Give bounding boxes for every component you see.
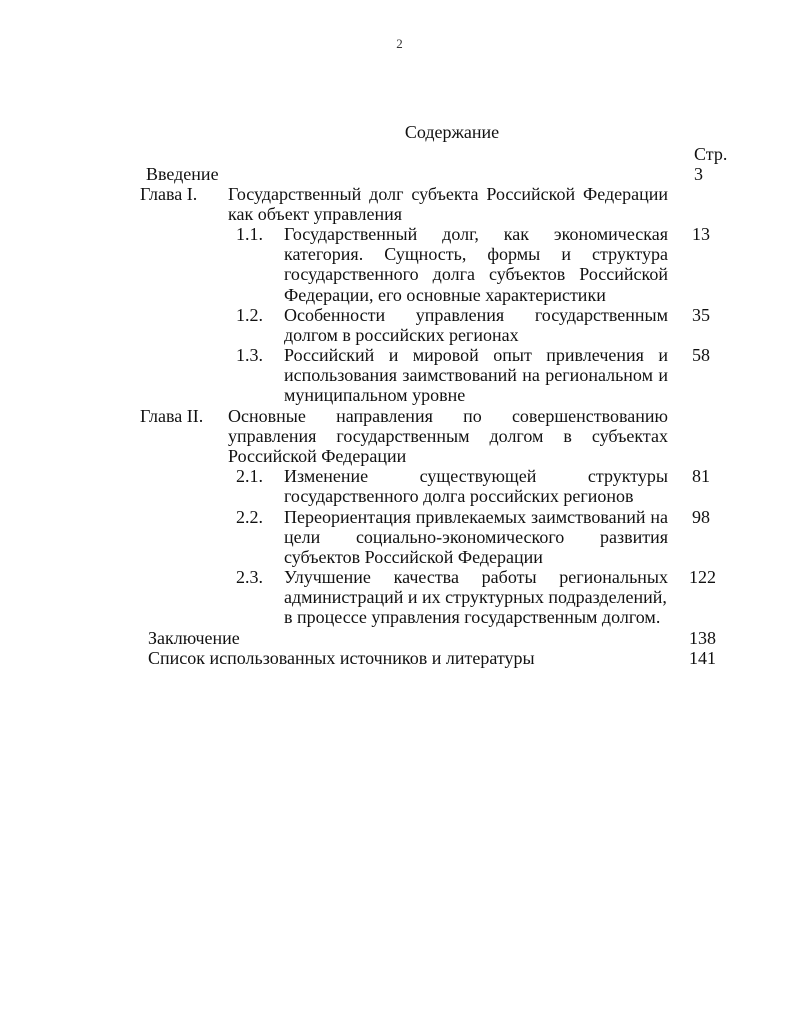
section-line: долгом в российских регионах [284, 325, 519, 346]
section-line: Российский и мировой опыт привлечения и [284, 345, 668, 365]
section-2-1-title [284, 466, 668, 506]
section-line: цели социально-экономического развития [284, 527, 668, 548]
page-number: 2 [396, 36, 403, 51]
section-1-3-number: 1.3. [236, 345, 263, 365]
section-line: Переориентация привлекаемых заимствований на [284, 507, 668, 527]
section-line: в процессе управления государственным долгом. [284, 607, 661, 628]
section-line: муниципальном уровне [284, 385, 466, 406]
chapter-2-title [228, 406, 668, 467]
chapter-1-label: Глава I. [140, 184, 198, 204]
section-2-1-number: 2.1. [236, 466, 263, 486]
section-1-3-title [284, 345, 668, 406]
toc-conclusion-label: Заключение [148, 628, 240, 648]
toc-conclusion-page: 138 [689, 628, 716, 648]
section-1-1-number: 1.1. [236, 224, 263, 244]
section-2-2-page: 98 [692, 507, 710, 527]
section-line: администраций и их структурных подразделений, [284, 587, 667, 608]
toc-references-page: 141 [689, 648, 716, 668]
section-1-1-page: 13 [692, 224, 710, 244]
chapter-1-title [228, 184, 668, 224]
section-line: категория. Сущность, формы и структура [284, 244, 668, 265]
section-2-2-number: 2.2. [236, 507, 263, 527]
section-1-2-number: 1.2. [236, 305, 263, 325]
pages-column-label: Стр. [694, 144, 728, 164]
section-2-3-page: 122 [689, 567, 716, 587]
section-1-2-page: 35 [692, 305, 710, 325]
section-line: субъектов Российской Федерации [284, 547, 543, 568]
section-2-1-page: 81 [692, 466, 710, 486]
chapter-2-label: Глава II. [140, 406, 204, 426]
chapter-2-title-line: Российской Федерации [228, 446, 407, 467]
section-line: Особенности управления государственным [284, 305, 668, 325]
chapter-1-title-line: как объект управления [228, 204, 402, 225]
section-2-3-title [284, 567, 668, 628]
section-1-1-title [284, 224, 668, 305]
section-line: Государственный долг, как экономическая [284, 224, 668, 244]
section-line: Федерации, его основные характеристики [284, 284, 606, 305]
section-line: использования заимствований на региональном и [284, 365, 668, 386]
chapter-2-title-line: Основные направления по совершенствованию [228, 406, 668, 426]
section-1-3-page: 58 [692, 345, 710, 365]
toc-intro-page: 3 [694, 164, 703, 184]
section-line: Улучшение качества работы региональных [284, 567, 668, 587]
section-line: Изменение существующей структуры [284, 466, 668, 486]
section-2-2-title [284, 507, 668, 568]
toc-references-label: Список использованных источников и литературы [148, 648, 535, 668]
chapter-1-title-line: Государственный долг субъекта Российской Федерации [228, 184, 668, 204]
page-title: Содержание [404, 122, 500, 142]
section-1-2-title [284, 305, 668, 345]
section-line: государственного долга российских регионов [284, 486, 634, 507]
chapter-2-title-line: управления государственным долгом в субъектах [228, 426, 668, 447]
section-line: государственного долга субъектов Российской [284, 264, 668, 285]
section-2-3-number: 2.3. [236, 567, 263, 587]
toc-intro-label: Введение [146, 164, 219, 184]
